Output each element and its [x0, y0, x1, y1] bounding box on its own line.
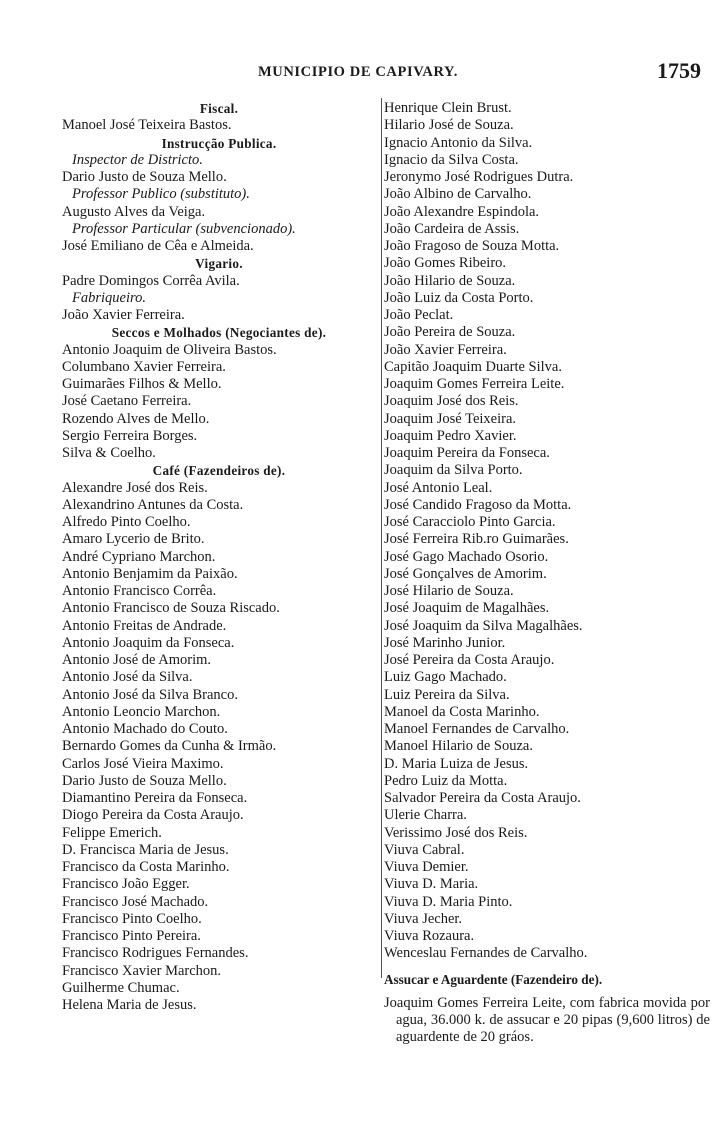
name-entry: Joaquim José Teixeira.: [384, 410, 517, 427]
page-header: [0, 60, 725, 86]
name-entry: Ulerie Charra.: [384, 807, 467, 824]
name-entry: Antonio José de Amorim.: [62, 652, 212, 668]
role-title: Fabriqueiro.: [72, 289, 146, 306]
name-entry: José Candido Fragoso da Motta.: [384, 496, 572, 513]
section-heading: Vigario.: [195, 256, 243, 272]
name-entry: Antonio Benjamim da Paixão.: [62, 565, 238, 582]
name-entry: Manoel Fernandes de Carvalho.: [384, 721, 570, 737]
name-entry: Hilario José de Souza.: [384, 117, 514, 134]
name-entry: José Marinho Junior.: [384, 634, 506, 651]
name-entry: Joaquim José dos Reis.: [384, 393, 519, 410]
name-entry: Augusto Alves da Veiga.: [62, 203, 206, 220]
name-entry: Guilherme Chumac.: [62, 979, 180, 996]
name-entry: João Hilario de Souza.: [384, 272, 516, 289]
name-entry: João Gomes Ribeiro.: [384, 255, 507, 272]
section-heading: Instrucção Publica.: [161, 135, 277, 151]
name-entry: Bernardo Gomes da Cunha & Irmão.: [62, 738, 277, 755]
name-entry: Joaquim Pereira da Fonseca.: [384, 445, 550, 461]
role-title: Professor Particular (subvencionado).: [72, 220, 296, 237]
name-entry: José Emiliano de Cêa e Almeida.: [62, 238, 254, 254]
name-entry: Silva & Coelho.: [62, 445, 156, 461]
name-entry: Alfredo Pinto Coelho.: [62, 514, 191, 530]
name-entry: João Cardeira de Assis.: [384, 220, 520, 237]
name-entry: João Albino de Carvalho.: [384, 186, 532, 203]
name-entry: José Caracciolo Pinto Garcia.: [384, 514, 556, 530]
right-name-list: [384, 100, 710, 963]
name-entry: Henrique Clein Brust.: [384, 100, 512, 116]
name-entry: Ignacio da Silva Costa.: [384, 151, 519, 168]
section-heading: Seccos e Molhados (Negociantes de).: [111, 325, 327, 341]
section-heading-sugar: Assucar e Aguardente (Fazendeiro de).: [384, 971, 603, 987]
name-entry: José Hilario de Souza.: [384, 583, 514, 599]
name-entry: D. Maria Luiza de Jesus.: [384, 755, 529, 772]
name-entry: João Pereira de Souza.: [384, 324, 516, 341]
name-entry: Capitão Joaquim Duarte Silva.: [384, 358, 562, 375]
name-entry: José Antonio Leal.: [384, 479, 493, 496]
name-entry: Manoel Hilario de Souza.: [384, 738, 533, 755]
name-entry: Antonio José da Silva Branco.: [62, 686, 238, 703]
name-entry: Francisco João Egger.: [62, 876, 190, 893]
name-entry: Antonio Leoncio Marchon.: [62, 703, 221, 720]
name-entry: Joaquim Gomes Ferreira Leite.: [384, 376, 565, 392]
section-heading: Café (Fazendeiros de).: [152, 463, 286, 479]
name-entry: Joaquim da Silva Porto.: [384, 462, 523, 479]
name-entry: José Pereira da Costa Araujo.: [384, 652, 555, 668]
name-entry: Verissimo José dos Reis.: [384, 824, 528, 841]
running-title: MUNICIPIO DE CAPIVARY.: [258, 64, 459, 80]
name-entry: Francisco Rodrigues Fernandes.: [62, 945, 249, 962]
name-entry: Luiz Pereira da Silva.: [384, 686, 510, 703]
role-title: Professor Publico (substituto).: [72, 186, 250, 203]
name-entry: Francisco Pinto Pereira.: [62, 928, 201, 944]
name-entry: José Joaquim da Silva Magalhães.: [384, 617, 583, 634]
name-entry: Antonio Francisco de Souza Riscado.: [62, 600, 280, 617]
right-column: [384, 100, 710, 1046]
sugar-entry: Joaquim Gomes Ferreira Leite, com fabrica movida por agua, 36.000 k. de assucar e 20 pipas (9,600 litros) de aguardente de 20 gráos.: [384, 994, 710, 1046]
name-entry: Viuva Cabral.: [384, 841, 465, 858]
name-entry: Salvador Pereira da Costa Araujo.: [384, 790, 581, 806]
name-entry: Dario Justo de Souza Mello.: [62, 169, 227, 185]
name-entry: Felippe Emerich.: [62, 824, 162, 841]
name-entry: João Alexandre Espindola.: [384, 203, 540, 220]
name-entry: Rozendo Alves de Mello.: [62, 410, 210, 427]
name-entry: Jeronymo José Rodrigues Dutra.: [384, 169, 574, 185]
name-entry: José Caetano Ferreira.: [62, 393, 192, 410]
name-entry: André Cypriano Marchon.: [62, 548, 216, 565]
name-entry: Columbano Xavier Ferreira.: [62, 358, 226, 375]
name-entry: Antonio Machado do Couto.: [62, 721, 228, 737]
name-entry: João Xavier Ferreira.: [384, 341, 507, 358]
name-entry: João Luiz da Costa Porto.: [384, 289, 534, 306]
name-entry: João Fragoso de Souza Motta.: [384, 238, 560, 254]
name-entry: Francisco José Machado.: [62, 893, 209, 910]
name-entry: José Joaquim de Magalhães.: [384, 600, 550, 617]
name-entry: Joaquim Pedro Xavier.: [384, 427, 517, 444]
name-entry: D. Francisca Maria de Jesus.: [62, 841, 229, 858]
name-entry: Wenceslau Fernandes de Carvalho.: [384, 945, 588, 962]
sugar-section: [384, 971, 710, 1047]
name-entry: Carlos José Vieira Maximo.: [62, 755, 224, 772]
name-entry: Viuva D. Maria.: [384, 876, 479, 893]
name-entry: Antonio Freitas de Andrade.: [62, 617, 227, 634]
name-entry: Alexandrino Antunes da Costa.: [62, 496, 244, 513]
name-entry: Viuva Rozaura.: [384, 928, 475, 944]
name-entry: Dario Justo de Souza Mello.: [62, 772, 227, 789]
name-entry: Antonio José da Silva.: [62, 669, 193, 686]
name-entry: Padre Domingos Corrêa Avila.: [62, 272, 240, 289]
name-entry: Helena Maria de Jesus.: [62, 997, 197, 1013]
name-entry: Francisco da Costa Marinho.: [62, 859, 230, 875]
name-entry: José Gago Machado Osorio.: [384, 548, 549, 565]
name-entry: Amaro Lycerio de Brito.: [62, 531, 205, 548]
name-entry: Viuva D. Maria Pinto.: [384, 893, 513, 910]
name-entry: Francisco Xavier Marchon.: [62, 962, 222, 979]
name-entry: Pedro Luiz da Motta.: [384, 772, 508, 789]
role-title: Inspector de Districto.: [72, 151, 203, 168]
name-entry: Guimarães Filhos & Mello.: [62, 376, 222, 392]
name-entry: Manoel da Costa Marinho.: [384, 703, 540, 720]
name-entry: José Ferreira Rib.ro Guimarães.: [384, 531, 569, 548]
column-divider: [381, 98, 382, 978]
section-heading: Fiscal.: [199, 101, 239, 116]
left-column: [62, 100, 376, 1014]
name-entry: Antonio Francisco Corrêa.: [62, 583, 217, 599]
name-entry: Diogo Pereira da Costa Araujo.: [62, 807, 244, 824]
name-entry: João Peclat.: [384, 307, 454, 323]
name-entry: Sergio Ferreira Borges.: [62, 427, 198, 444]
name-entry: Manoel José Teixeira Bastos.: [62, 117, 232, 134]
name-entry: Antonio Joaquim de Oliveira Bastos.: [62, 341, 277, 358]
name-entry: Ignacio Antonio da Silva.: [384, 134, 533, 151]
name-entry: João Xavier Ferreira.: [62, 307, 185, 323]
name-entry: Luiz Gago Machado.: [384, 669, 507, 686]
name-entry: Antonio Joaquim da Fonseca.: [62, 634, 235, 651]
name-entry: Diamantino Pereira da Fonseca.: [62, 790, 248, 806]
page-number: 1759: [657, 58, 701, 83]
name-entry: Viuva Demier.: [384, 859, 469, 875]
name-entry: Francisco Pinto Coelho.: [62, 910, 202, 927]
name-entry: Viuva Jecher.: [384, 910, 463, 927]
name-entry: José Gonçalves de Amorim.: [384, 565, 547, 582]
name-entry: Alexandre José dos Reis.: [62, 479, 208, 496]
